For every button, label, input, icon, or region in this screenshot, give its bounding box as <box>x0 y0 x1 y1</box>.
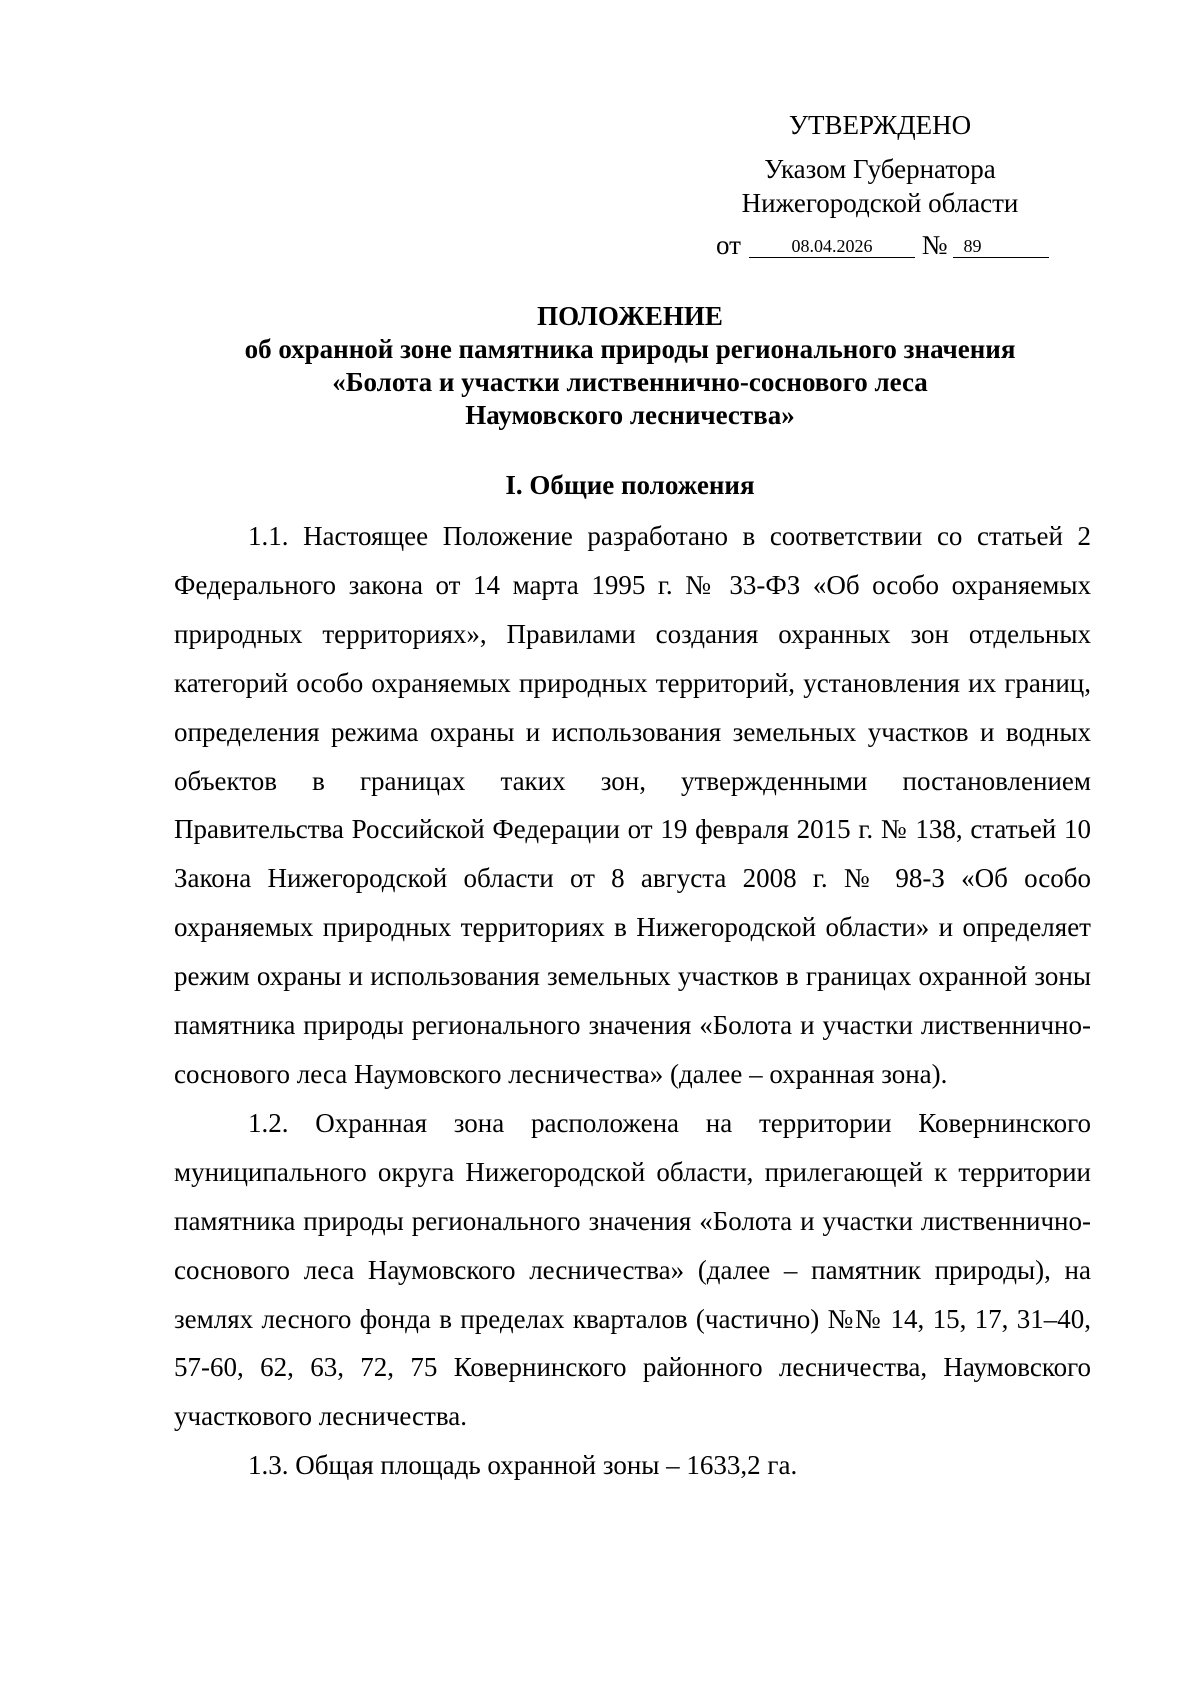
paragraph-1-2: 1.2. Охранная зона расположена на территории Ковернинского муниципального округа Нижегородской области, прилегающей к территории памятника природы регионального значения «Болота и участки лиственнично-соснового леса Наумовского лесничества» (далее – памятник природы), на землях лесного фонда в пределах кварталов (частично) №№ 14, 15, 17, 31–40, 57-60, 62, 63, 72, 75 Ковернинского районного лесничества, Наумовского участкового лесничества. <box>174 1107 1091 1432</box>
document-title <box>100 300 1160 432</box>
paragraph-1-1: 1.1. Настоящее Положение разработано в соответствии со статьей 2 Федерального закона от 14 марта 1995 г. № 33-ФЗ «Об особо охраняемых природных территориях», Правилами создания охранных зон отдельных категорий особо охраняемых природных территорий, установления их границ, определения режима охраны и использования земельных участков и водных объектов в границах таких зон, утвержденными постановлением Правительства Российской Федерации от 19 февраля 2015 г. № 138, статьей 10 Закона Нижегородской области от 8 августа 2008 г. № 98-З «Об особо охраняемых природных территориях в Нижегородской области» и определяет режим охраны и использования земельных участков в границах охранной зоны памятника природы регионального значения «Болота и участки лиственнично-соснового леса Наумовского лесничества» (далее – охранная зона). <box>174 521 1091 1089</box>
decree-date: 08.04.2026 <box>749 235 915 258</box>
approval-block <box>700 108 1060 220</box>
title-heading: ПОЛОЖЕНИЕ <box>537 301 723 331</box>
title-line-2: «Болота и участки лиственнично-соснового леса <box>332 367 928 397</box>
decree-line: Указом Губернатора <box>764 154 996 184</box>
region-line: Нижегородской области <box>741 188 1019 218</box>
document-body <box>174 512 1091 1490</box>
paragraph-1-3: 1.3. Общая площадь охранной зоны – 1633,2 га. <box>248 1450 798 1481</box>
title-line-1: об охранной зоне памятника природы регионального значения <box>244 334 1016 364</box>
number-sign: № <box>921 230 948 260</box>
date-prefix: от <box>716 230 741 260</box>
approved-stamp-text: УТВЕРЖДЕНО <box>788 110 972 140</box>
decree-number: 89 <box>953 235 1049 258</box>
date-number-line <box>716 230 1049 261</box>
section-heading: I. Общие положения <box>505 470 755 500</box>
title-line-3: Наумовского лесничества» <box>465 400 795 430</box>
